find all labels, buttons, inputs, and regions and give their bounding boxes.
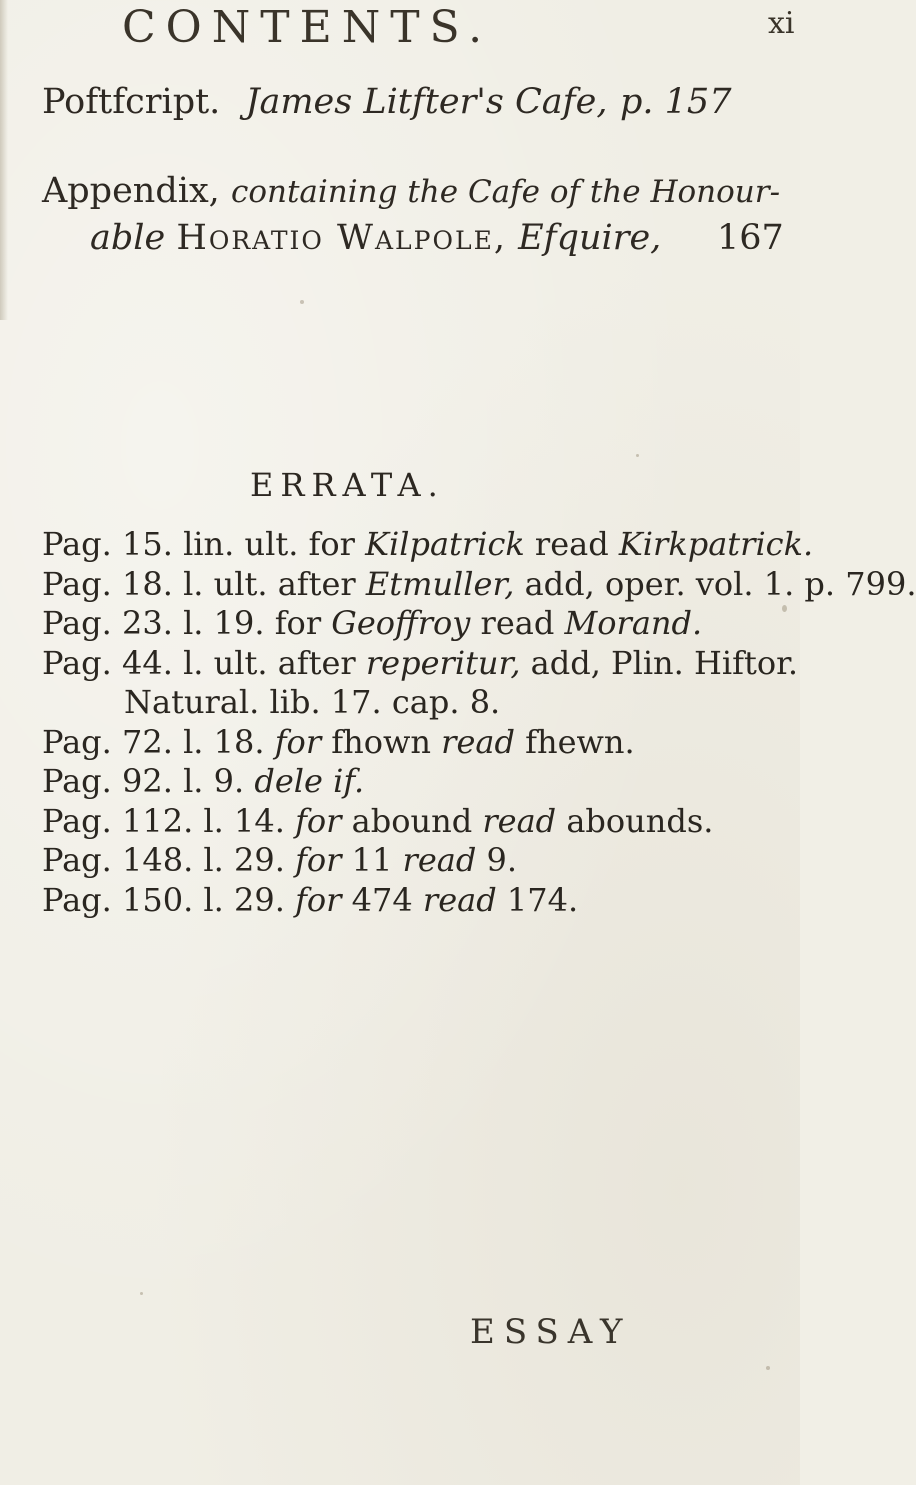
errata-entry: Pag. 18. l. ult. after Etmuller, add, oper. vol. 1. p. 799. [42,564,916,603]
errata-entry: Pag. 72. l. 18. for fhown read fhewn. [42,722,635,761]
errata-entry: Pag. 15. lin. ult. for Kilpatrick read Kirkpatrick. [42,525,814,563]
errata-entry: Pag. 150. l. 29. for 474 read 174. [42,880,579,919]
foxing-speck [636,454,639,457]
folio-page-number: xi [768,6,795,41]
errata-entry-continuation: Natural. lib. 17. cap. 8. [124,683,501,721]
contents-name: Horatio Walpole, [176,218,507,258]
contents-page: p. 157 [620,82,732,122]
errata-entry: Pag. 148. l. 29. for 11 read 9. [42,841,518,879]
errata-entry: Pag. 92. l. 9. dele if. [42,762,365,800]
errata-entry: Pag. 44. l. ult. after reperitur, add, Plin. Hiftor. [42,643,799,682]
contents-label: Appendix, [42,171,220,211]
errata-list [42,525,916,920]
contents-suffix: Efquire, [518,218,662,258]
contents-title: James Litfter's Cafe, [245,82,608,122]
foxing-speck [782,605,787,612]
running-head-title: CONTENTS. [122,2,493,53]
errata-entry: Pag. 23. l. 19. for Geoffroy read Morand. [42,604,703,642]
foxing-speck [140,1292,143,1295]
catchword-essay: ESSAY [470,1312,632,1352]
contents-entry-appendix [42,171,780,211]
page-edge-shadow [0,0,8,320]
contents-label: Poftfcript. [42,82,221,122]
foxing-speck [766,1366,770,1370]
contents-page: 167 [717,218,784,258]
contents-entry-appendix-cont [90,218,784,258]
foxing-speck [300,300,304,304]
contents-title: containing the Cafe of the Honour- [230,174,781,210]
errata-entry: Pag. 112. l. 14. for abound read abounds. [42,801,714,840]
contents-title-cont: able [90,218,166,258]
contents-entry-postscript [42,82,732,122]
errata-heading: ERRATA. [250,466,445,504]
